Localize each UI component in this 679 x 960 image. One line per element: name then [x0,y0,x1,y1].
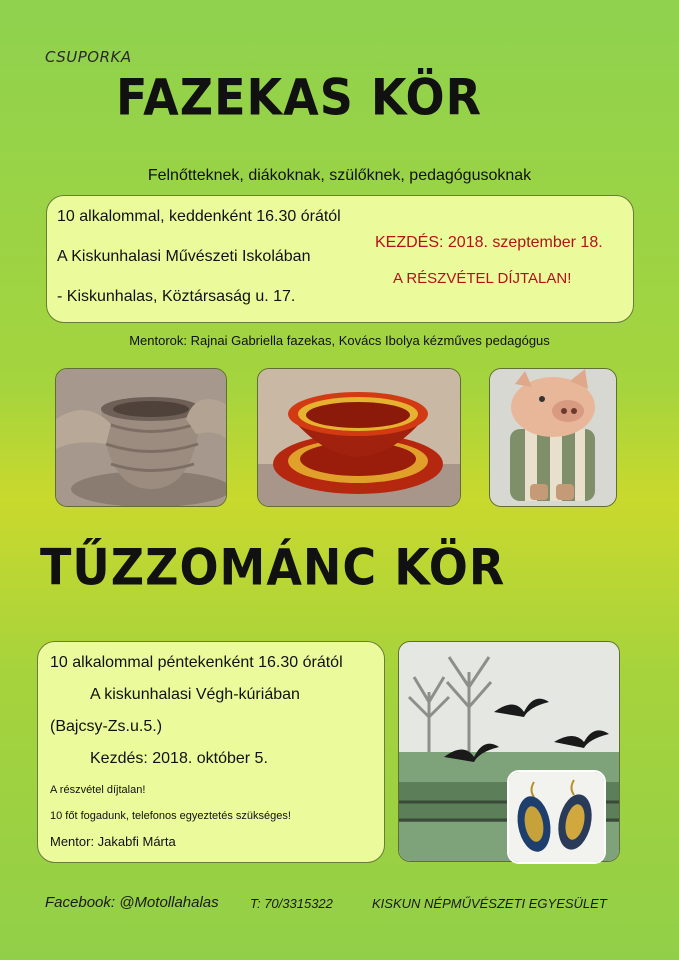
enamel-free-notice: A részvétel díjtalan! [50,784,146,796]
phone-number: T: 70/3315322 [250,896,333,911]
pottery-wheel-photo [55,368,227,507]
organization-name: KISKUN NÉPMŰVÉSZETI EGYESÜLET [372,896,607,911]
audience-subtitle: Felnőtteknek, diákoknak, szülőknek, pedagógusoknak [147,167,532,184]
enamel-address: (Bajcsy-Zs.u.5.) [50,718,163,735]
facebook-handle: Facebook: @Motollahalas [45,894,219,911]
ceramic-pig-photo [489,368,617,507]
enamel-capacity-notice: 10 főt fogadunk, telefonos egyeztetés szükséges! [50,810,291,822]
enamel-title: TŰZZOMÁNC KÖR [40,537,506,597]
enamel-schedule: 10 alkalommal péntekenként 16.30 órától [50,654,343,671]
enamel-start-date: Kezdés: 2018. október 5. [90,750,268,767]
pottery-free-notice: A RÉSZVÉTEL DÍJTALAN! [393,270,572,287]
pottery-schedule: 10 alkalommal, keddenként 16.30 órától [57,208,341,225]
enamel-mentor: Mentor: Jakabfi Márta [50,834,176,849]
enamel-venue: A kiskunhalasi Végh-kúriában [90,686,300,703]
pottery-address: - Kiskunhalas, Köztársaság u. 17. [57,288,296,305]
kicker-text: CSUPORKA [45,48,132,66]
enamel-info-box [37,641,385,863]
pottery-start-date: KEZDÉS: 2018. szeptember 18. [375,234,603,251]
pottery-info-box [46,195,634,323]
pottery-venue: A Kiskunhalasi Művészeti Iskolában [57,248,311,265]
pottery-mentors: Mentorok: Rajnai Gabriella fazekas, Kovács Ibolya kézműves pedagógus [129,333,550,348]
red-bowl-photo [257,368,461,507]
pottery-title: FAZEKAS KÖR [116,67,483,127]
earrings-inset-photo [507,770,606,864]
